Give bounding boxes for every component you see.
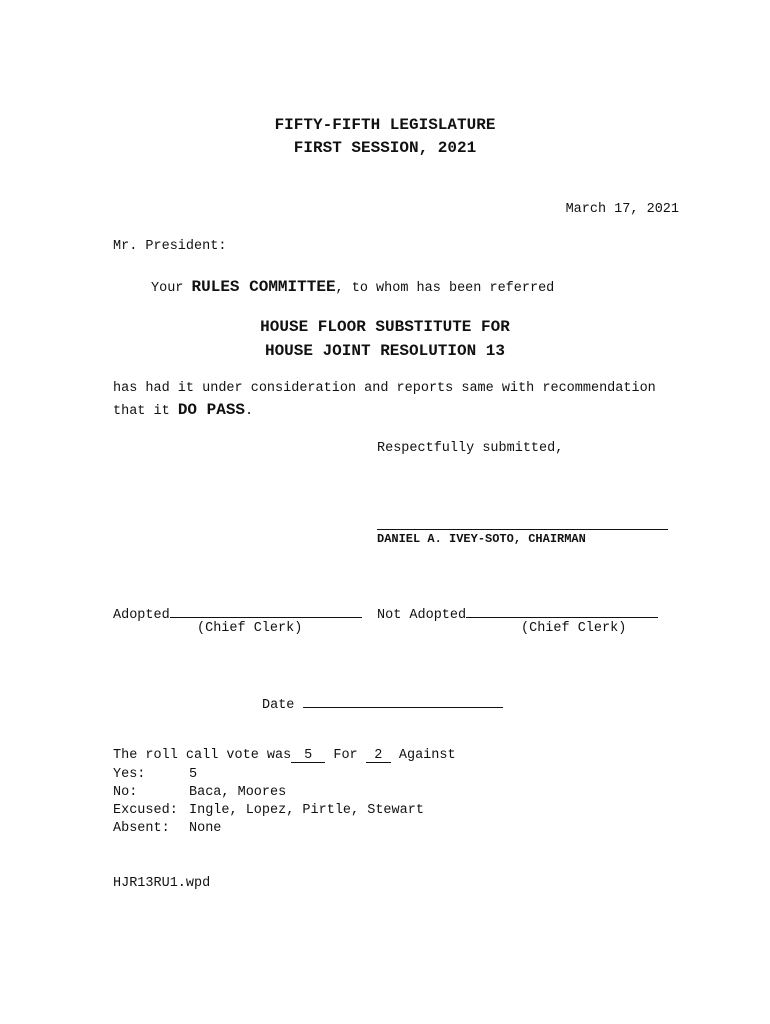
recommendation: DO PASS	[177, 401, 246, 419]
legislature-title: FIFTY-FIFTH LEGISLATURE	[274, 116, 496, 134]
not-adopted-clerk-label: (Chief Clerk)	[521, 621, 627, 636]
closing: Respectfully submitted,	[377, 441, 564, 456]
file-name: HJR13RU1.wpd	[113, 876, 211, 891]
report-prefix: that it	[113, 404, 178, 419]
vote-row	[113, 803, 178, 818]
report-date: March 17, 2021	[565, 202, 679, 217]
bill-title-line2: HOUSE JOINT RESOLUTION 13	[264, 342, 506, 360]
vote-row	[113, 821, 170, 836]
not-adopted-label: Not Adopted	[377, 608, 467, 623]
committee-intro	[151, 278, 554, 296]
against-count: 2	[366, 748, 391, 763]
roll-call-prefix: The roll call vote was	[113, 748, 292, 763]
chairman-signature: DANIEL A. IVEY-SOTO, CHAIRMAN	[377, 532, 586, 546]
adopted-label: Adopted	[113, 608, 170, 623]
bill-title-line1: HOUSE FLOOR SUBSTITUTE FOR	[260, 318, 510, 336]
for-count: 5	[291, 748, 325, 763]
adopted-block	[113, 603, 362, 623]
report-text-line2	[113, 401, 253, 419]
signature-line	[377, 529, 668, 530]
vote-row	[113, 767, 145, 782]
adopted-signature-line	[170, 603, 362, 618]
committee-name: RULES COMMITTEE	[191, 278, 336, 296]
report-suffix: .	[245, 404, 254, 419]
vote-row	[113, 785, 137, 800]
adopted-clerk-label: (Chief Clerk)	[197, 621, 303, 636]
vote-row-value: Baca, Moores	[189, 785, 287, 800]
session-title: FIRST SESSION, 2021	[293, 139, 477, 157]
vote-row-label: Yes:	[113, 767, 146, 782]
not-adopted-block	[377, 603, 658, 623]
vote-row-value: 5	[189, 767, 198, 782]
intro-suffix: , to whom has been referred	[335, 281, 555, 296]
vote-row-value: None	[189, 821, 222, 836]
vote-row-label: No:	[113, 785, 138, 800]
date-block	[262, 693, 503, 713]
date-signature-line	[303, 693, 503, 708]
not-adopted-signature-line	[466, 603, 658, 618]
vote-row-label: Absent:	[113, 821, 170, 836]
roll-call-line	[113, 748, 456, 763]
for-label: For	[333, 748, 358, 763]
date-label: Date	[262, 698, 295, 713]
vote-row-value: Ingle, Lopez, Pirtle, Stewart	[189, 803, 424, 818]
vote-row-label: Excused:	[113, 803, 178, 818]
report-text-line1: has had it under consideration and reports same with recommendation	[113, 381, 656, 396]
salutation: Mr. President:	[113, 239, 227, 254]
intro-prefix: Your	[151, 281, 192, 296]
against-label: Against	[398, 748, 456, 763]
